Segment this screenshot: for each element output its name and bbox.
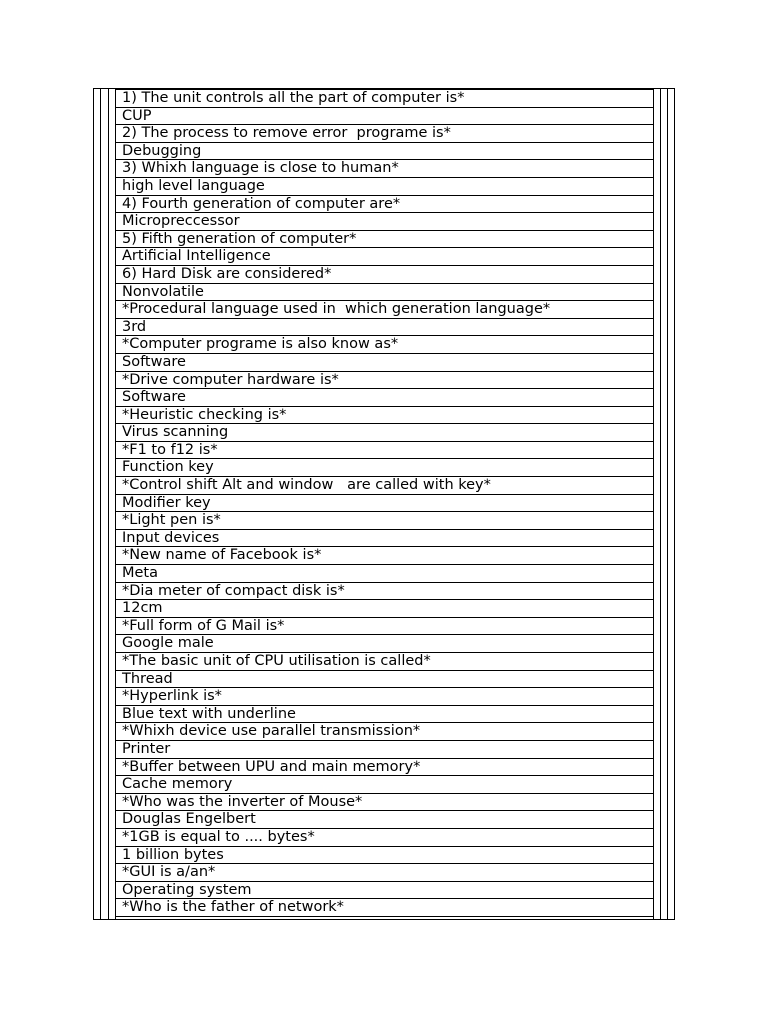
question-row: *GUI is a/an* xyxy=(115,864,653,882)
question-row: *Computer programe is also know as* xyxy=(115,336,653,354)
answer-row: Function key xyxy=(115,459,653,477)
frame-right-inner-line xyxy=(660,88,661,920)
question-row: *Hyperlink is* xyxy=(115,688,653,706)
answer-row: Software xyxy=(115,354,653,372)
question-row: *Who was the inverter of Mouse* xyxy=(115,794,653,812)
question-row: *Dia meter of compact disk is* xyxy=(115,583,653,601)
answer-row: Operating system xyxy=(115,882,653,900)
answer-row: Douglas Engelbert xyxy=(115,811,653,829)
frame-right-middle-line xyxy=(667,88,668,920)
question-row: *1GB is equal to .... bytes* xyxy=(115,829,653,847)
question-row: *The basic unit of CPU utilisation is called* xyxy=(115,653,653,671)
frame-bottom-border xyxy=(93,919,675,920)
question-answer-table xyxy=(115,89,653,917)
answer-row: Meta xyxy=(115,565,653,583)
question-row: *F1 to f12 is* xyxy=(115,442,653,460)
answer-row: Input devices xyxy=(115,530,653,548)
question-row: 2) The process to remove error programe is* xyxy=(115,125,653,143)
question-row: 6) Hard Disk are considered* xyxy=(115,266,653,284)
question-row: *Full form of G Mail is* xyxy=(115,618,653,636)
answer-row: Modifier key xyxy=(115,495,653,513)
question-row: 1) The unit controls all the part of computer is* xyxy=(115,90,653,108)
frame-left-middle-line xyxy=(100,88,101,920)
question-row: 4) Fourth generation of computer are* xyxy=(115,196,653,214)
question-row: *Procedural language used in which generation language* xyxy=(115,301,653,319)
table-right-border xyxy=(653,88,654,920)
answer-row: high level language xyxy=(115,178,653,196)
question-row: *New name of Facebook is* xyxy=(115,547,653,565)
question-row: *Buffer between UPU and main memory* xyxy=(115,759,653,777)
answer-row: Micropreccessor xyxy=(115,213,653,231)
answer-row: Blue text with underline xyxy=(115,706,653,724)
answer-row: Virus scanning xyxy=(115,424,653,442)
answer-row: Cache memory xyxy=(115,776,653,794)
question-row: *Light pen is* xyxy=(115,512,653,530)
frame-left-outer-line xyxy=(93,88,94,920)
answer-row: Thread xyxy=(115,671,653,689)
question-row: *Heuristic checking is* xyxy=(115,407,653,425)
answer-row: Software xyxy=(115,389,653,407)
answer-row: CUP xyxy=(115,108,653,126)
question-row: 3) Whixh language is close to human* xyxy=(115,160,653,178)
answer-row: Nonvolatile xyxy=(115,284,653,302)
answer-row: 1 billion bytes xyxy=(115,847,653,865)
answer-row: 12cm xyxy=(115,600,653,618)
answer-row: Printer xyxy=(115,741,653,759)
answer-row: Google male xyxy=(115,635,653,653)
question-row: 5) Fifth generation of computer* xyxy=(115,231,653,249)
question-row: *Drive computer hardware is* xyxy=(115,372,653,390)
frame-right-outer-line xyxy=(674,88,675,920)
answer-row: 3rd xyxy=(115,319,653,337)
question-row: *Who is the father of network* xyxy=(122,899,344,916)
answer-row: Debugging xyxy=(115,143,653,161)
frame-left-inner-line xyxy=(108,88,109,920)
answer-row: Artificial Intelligence xyxy=(115,248,653,266)
question-row: *Control shift Alt and window are called with key* xyxy=(115,477,653,495)
question-row: *Whixh device use parallel transmission* xyxy=(115,723,653,741)
